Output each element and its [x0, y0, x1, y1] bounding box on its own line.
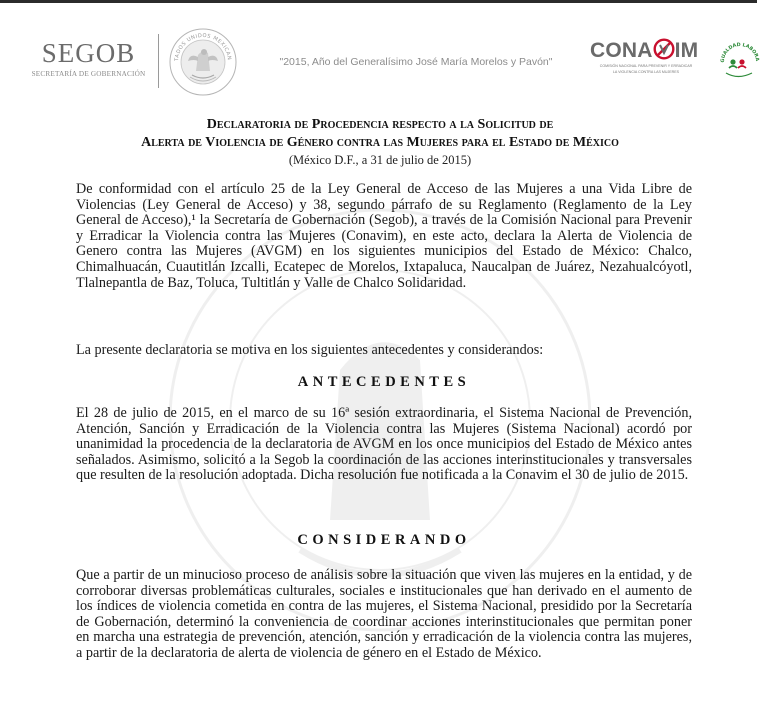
segob-logo — [26, 38, 151, 78]
antecedentes-paragraph: El 28 de julio de 2015, en el marco de su 16ª sesión extraordinaria, el Sistema Nacional de Prevención, Atención, Sanción y Erradicación de la Violencia contra las Mujeres (Sistema Nacional) acordó por unanimidad la procedencia de la declaratoria de AVGM en los once municipios del Estado de México antes señalados. Asimismo, solicitó a la Segob la coordinación de las acciones interinstitucionales y transversales que resulten de la resolución adoptada. Dicha resolución fue notificada a la Conavim el 30 de julio de 2015. — [76, 405, 692, 484]
conavim-name-right: IM — [674, 39, 699, 62]
conavim-subtitle-1: COMISIÓN NACIONAL PARA PREVENIR Y ERRADICAR — [599, 64, 693, 68]
igualdad-logo-text: GUALDAD LABORA — [720, 42, 760, 63]
header-divider — [158, 34, 159, 88]
svg-text:IGUALDAD LABORAL — [720, 38, 760, 63]
intro-paragraph: De conformidad con el artículo 25 de la Ley General de Acceso de las Mujeres a una Vida Libre de Violencias (Ley General de Acceso) y 38, segundo párrafo de su Reglamento (Reglamento de la Ley General de Acceso),¹ la Secretaría de Gobernación (Segob), a través de la Comisión Nacional para Prevenir y Erradicar la Violencia contra las Mujeres (Conavim), en este acto, declara la Alerta de Violencia de Genero contra las Mujeres (AVGM) en los siguientes municipios del Estado de México: Chalco, Chimalhuacán, Cuautitlán Izcalli, Ecatepec de Morelos, Ixtapaluca, Naucalpan de Juárez, Nezahualcóyotl, Tlalnepantla de Baz, Toluca, Tultitlán y Valle de Chalco Solidaridad. — [76, 181, 692, 291]
top-border — [0, 0, 757, 3]
title-line-2: Alerta de Violencia de Género contra las Mujeres para el Estado de México — [141, 135, 619, 150]
national-seal-icon — [168, 27, 238, 102]
conavim-subtitle-2: LA VIOLENCIA CONTRA LAS MUJERES — [612, 69, 680, 74]
year-motto: "2015, Año del Generalísimo José María Morelos y Pavón" — [279, 56, 553, 68]
antecedentes-heading: ANTECEDENTES — [297, 374, 471, 390]
title-date: (México D.F., a 31 de julio de 2015) — [288, 153, 472, 167]
conavim-name-left: CONA — [590, 39, 653, 62]
considerando-heading: CONSIDERANDO — [297, 532, 471, 548]
title-line-1: Declaratoria de Procedencia respecto a la Solicitud de — [206, 117, 554, 132]
document-title — [60, 116, 700, 168]
conavim-logo — [590, 38, 702, 74]
segob-subtitle: SECRETARÍA DE GOBERNACIÓN — [31, 70, 146, 78]
segob-name: SEGOB — [41, 38, 136, 68]
seal-caption: TADOS UNIDOS MEXICAN — [173, 32, 233, 62]
no-violence-icon — [653, 38, 675, 60]
motive-paragraph: La presente declaratoria se motiva en los siguientes antecedentes y considerandos: — [76, 342, 544, 358]
considerando-paragraph: Que a partir de un minucioso proceso de análisis sobre la situación que viven las mujeres en la entidad, y de corroborar diversas problemáticas culturales, sociales e institucionales que han derivado en el aumento de los índices de violencia cometida en contra de las mujeres, el Sistema Nacional, presidido por la Secretaría de Gobernación, determinó la conveniencia de coordinar acciones interinstitucionales que permitan poner en marcha una estrategia de prevención, atención, sanción y erradicación de la violencia contra las mujeres, a partir de la declaratoria de alerta de violencia de género en el Estado de México. — [76, 567, 692, 661]
igualdad-laboral-logo — [720, 38, 760, 85]
